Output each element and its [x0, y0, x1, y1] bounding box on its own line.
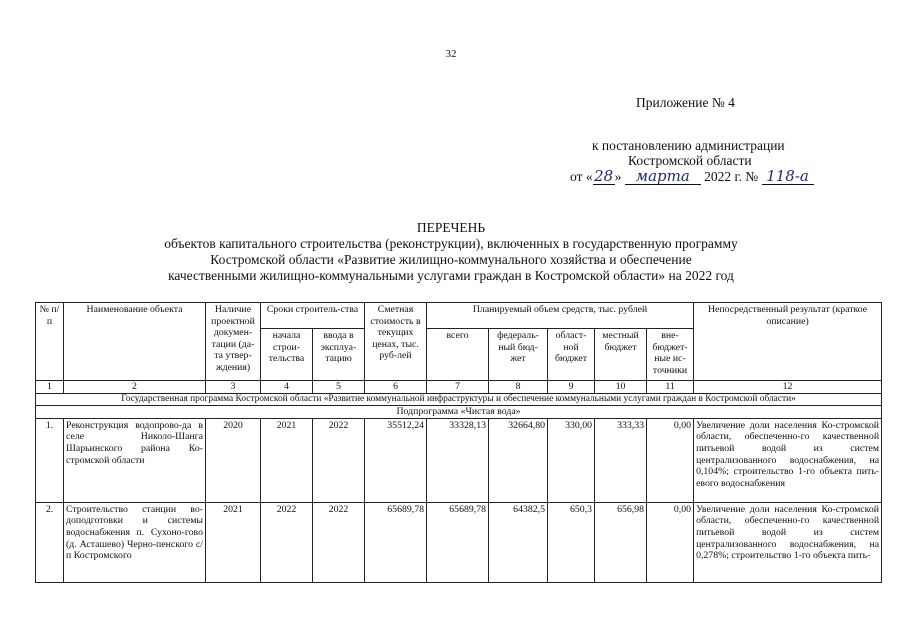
header-regional: област-ной бюджет	[548, 329, 595, 381]
column-number: 10	[595, 381, 647, 394]
objects-table	[35, 302, 882, 583]
total-funding: 33328,13	[427, 418, 489, 502]
column-number: 6	[365, 381, 427, 394]
header-row-1	[36, 303, 882, 329]
column-number: 3	[206, 381, 261, 394]
header-local: местный бюджет	[595, 329, 647, 381]
program-row	[36, 393, 882, 406]
subprogram-row	[36, 406, 882, 419]
result-description: Увеличение доли населения Ко-стромской области, обеспеченно-го качественной питьевой водой из систем централизованного водоснабжения, на 0,278%; строительство 1-го объекта пить-	[694, 502, 882, 582]
header-offbudget: вне-бюджет-ные ис-точники	[647, 329, 694, 381]
start-year: 2022	[261, 502, 313, 582]
header-federal: федераль-ный бюд-жет	[489, 329, 548, 381]
header-estimate: Сметная стоимость в текущих ценах, тыс. руб-лей	[365, 303, 427, 381]
column-number: 1	[36, 381, 64, 394]
column-number: 2	[64, 381, 206, 394]
column-number: 5	[313, 381, 365, 394]
handwritten-day: 28	[594, 167, 614, 185]
commission-year: 2022	[313, 502, 365, 582]
project-docs-year: 2020	[206, 418, 261, 502]
federal-funding: 32664,80	[489, 418, 548, 502]
row-num: 1.	[36, 418, 64, 502]
estimate-cost: 35512,24	[365, 418, 427, 502]
regional-funding: 650,3	[548, 502, 595, 582]
date-suffix: 2022 г. №	[704, 169, 759, 184]
start-year: 2021	[261, 418, 313, 502]
document-title-line-2: Костромской области «Развитие жилищно-коммунального хозяйства и обеспечение	[210, 252, 692, 267]
total-funding: 65689,78	[427, 502, 489, 582]
column-number: 8	[489, 381, 548, 394]
local-funding: 333,33	[595, 418, 647, 502]
date-mid: »	[614, 169, 622, 184]
object-name: Реконструкция водопрово-да в селе Николо-Шанга Шарьинского района Ко-стромской области	[64, 418, 206, 502]
document-title-line-3: качественными жилищно-коммунальными услугами граждан в Костромской области» на 2022 год	[168, 268, 734, 283]
header-result: Непосредственный результат (краткое описание)	[694, 303, 882, 381]
header-construction-terms: Сроки строитель-ства	[261, 303, 365, 329]
header-total: всего	[427, 329, 489, 381]
document-heading: ПЕРЕЧЕНЬ	[416, 220, 486, 235]
decree-date-line	[570, 169, 814, 185]
object-name: Строительство станции во-доподготовки и системы водоснабжения п. Сухоно-гово (д. Асташево) Черно-пенского с/п Костромского	[64, 502, 206, 582]
header-num: № п/п	[36, 303, 64, 381]
handwritten-month: марта	[625, 169, 701, 185]
header-project-docs: Наличие проектной докумен-тации (да-та утвер-ждения)	[206, 303, 261, 381]
column-numbers-row	[36, 381, 882, 394]
decree-region-line: Костромской области	[628, 153, 752, 168]
date-prefix: от «	[570, 169, 593, 184]
appendix-title: Приложение № 4	[636, 95, 735, 110]
subprogram-name: Подпрограмма «Чистая вода»	[36, 406, 882, 419]
project-docs-year: 2021	[206, 502, 261, 582]
column-number: 11	[647, 381, 694, 394]
column-number: 4	[261, 381, 313, 394]
document-title-line-1: объектов капитального строительства (реконструкции), включенных в государственную программу	[164, 236, 738, 251]
commission-year: 2022	[313, 418, 365, 502]
column-number: 9	[548, 381, 595, 394]
offbudget-funding: 0,00	[647, 418, 694, 502]
document-title-block	[0, 220, 902, 284]
row-num: 2.	[36, 502, 64, 582]
table-row	[36, 418, 882, 502]
regional-funding: 330,00	[548, 418, 595, 502]
header-term-start: начала строи-тельства	[261, 329, 313, 381]
result-description: Увеличение доли населения Ко-стромской области, обеспеченно-го качественной питьевой водой из систем централизованного водоснабжения, на 0,104%; строительство 1-го объекта пить-евого водоснабжения	[694, 418, 882, 502]
local-funding: 656,98	[595, 502, 647, 582]
column-number: 7	[427, 381, 489, 394]
handwritten-doc-number: 118-а	[762, 169, 814, 185]
header-term-commission: ввода в эксплуа-тацию	[313, 329, 365, 381]
column-number: 12	[694, 381, 882, 394]
federal-funding: 64382,5	[489, 502, 548, 582]
offbudget-funding: 0,00	[647, 502, 694, 582]
header-name: Наименование объекта	[64, 303, 206, 381]
estimate-cost: 65689,78	[365, 502, 427, 582]
page-number: 32	[445, 48, 457, 60]
header-planned-funding: Планируемый объем средств, тыс. рублей	[427, 303, 694, 329]
decree-reference-line: к постановлению администрации	[592, 138, 785, 153]
program-name: Государственная программа Костромской области «Развитие коммунальной инфраструктуры и обеспечение коммунальными услугами граждан в Костромской области»	[36, 393, 882, 406]
table-row	[36, 502, 882, 582]
